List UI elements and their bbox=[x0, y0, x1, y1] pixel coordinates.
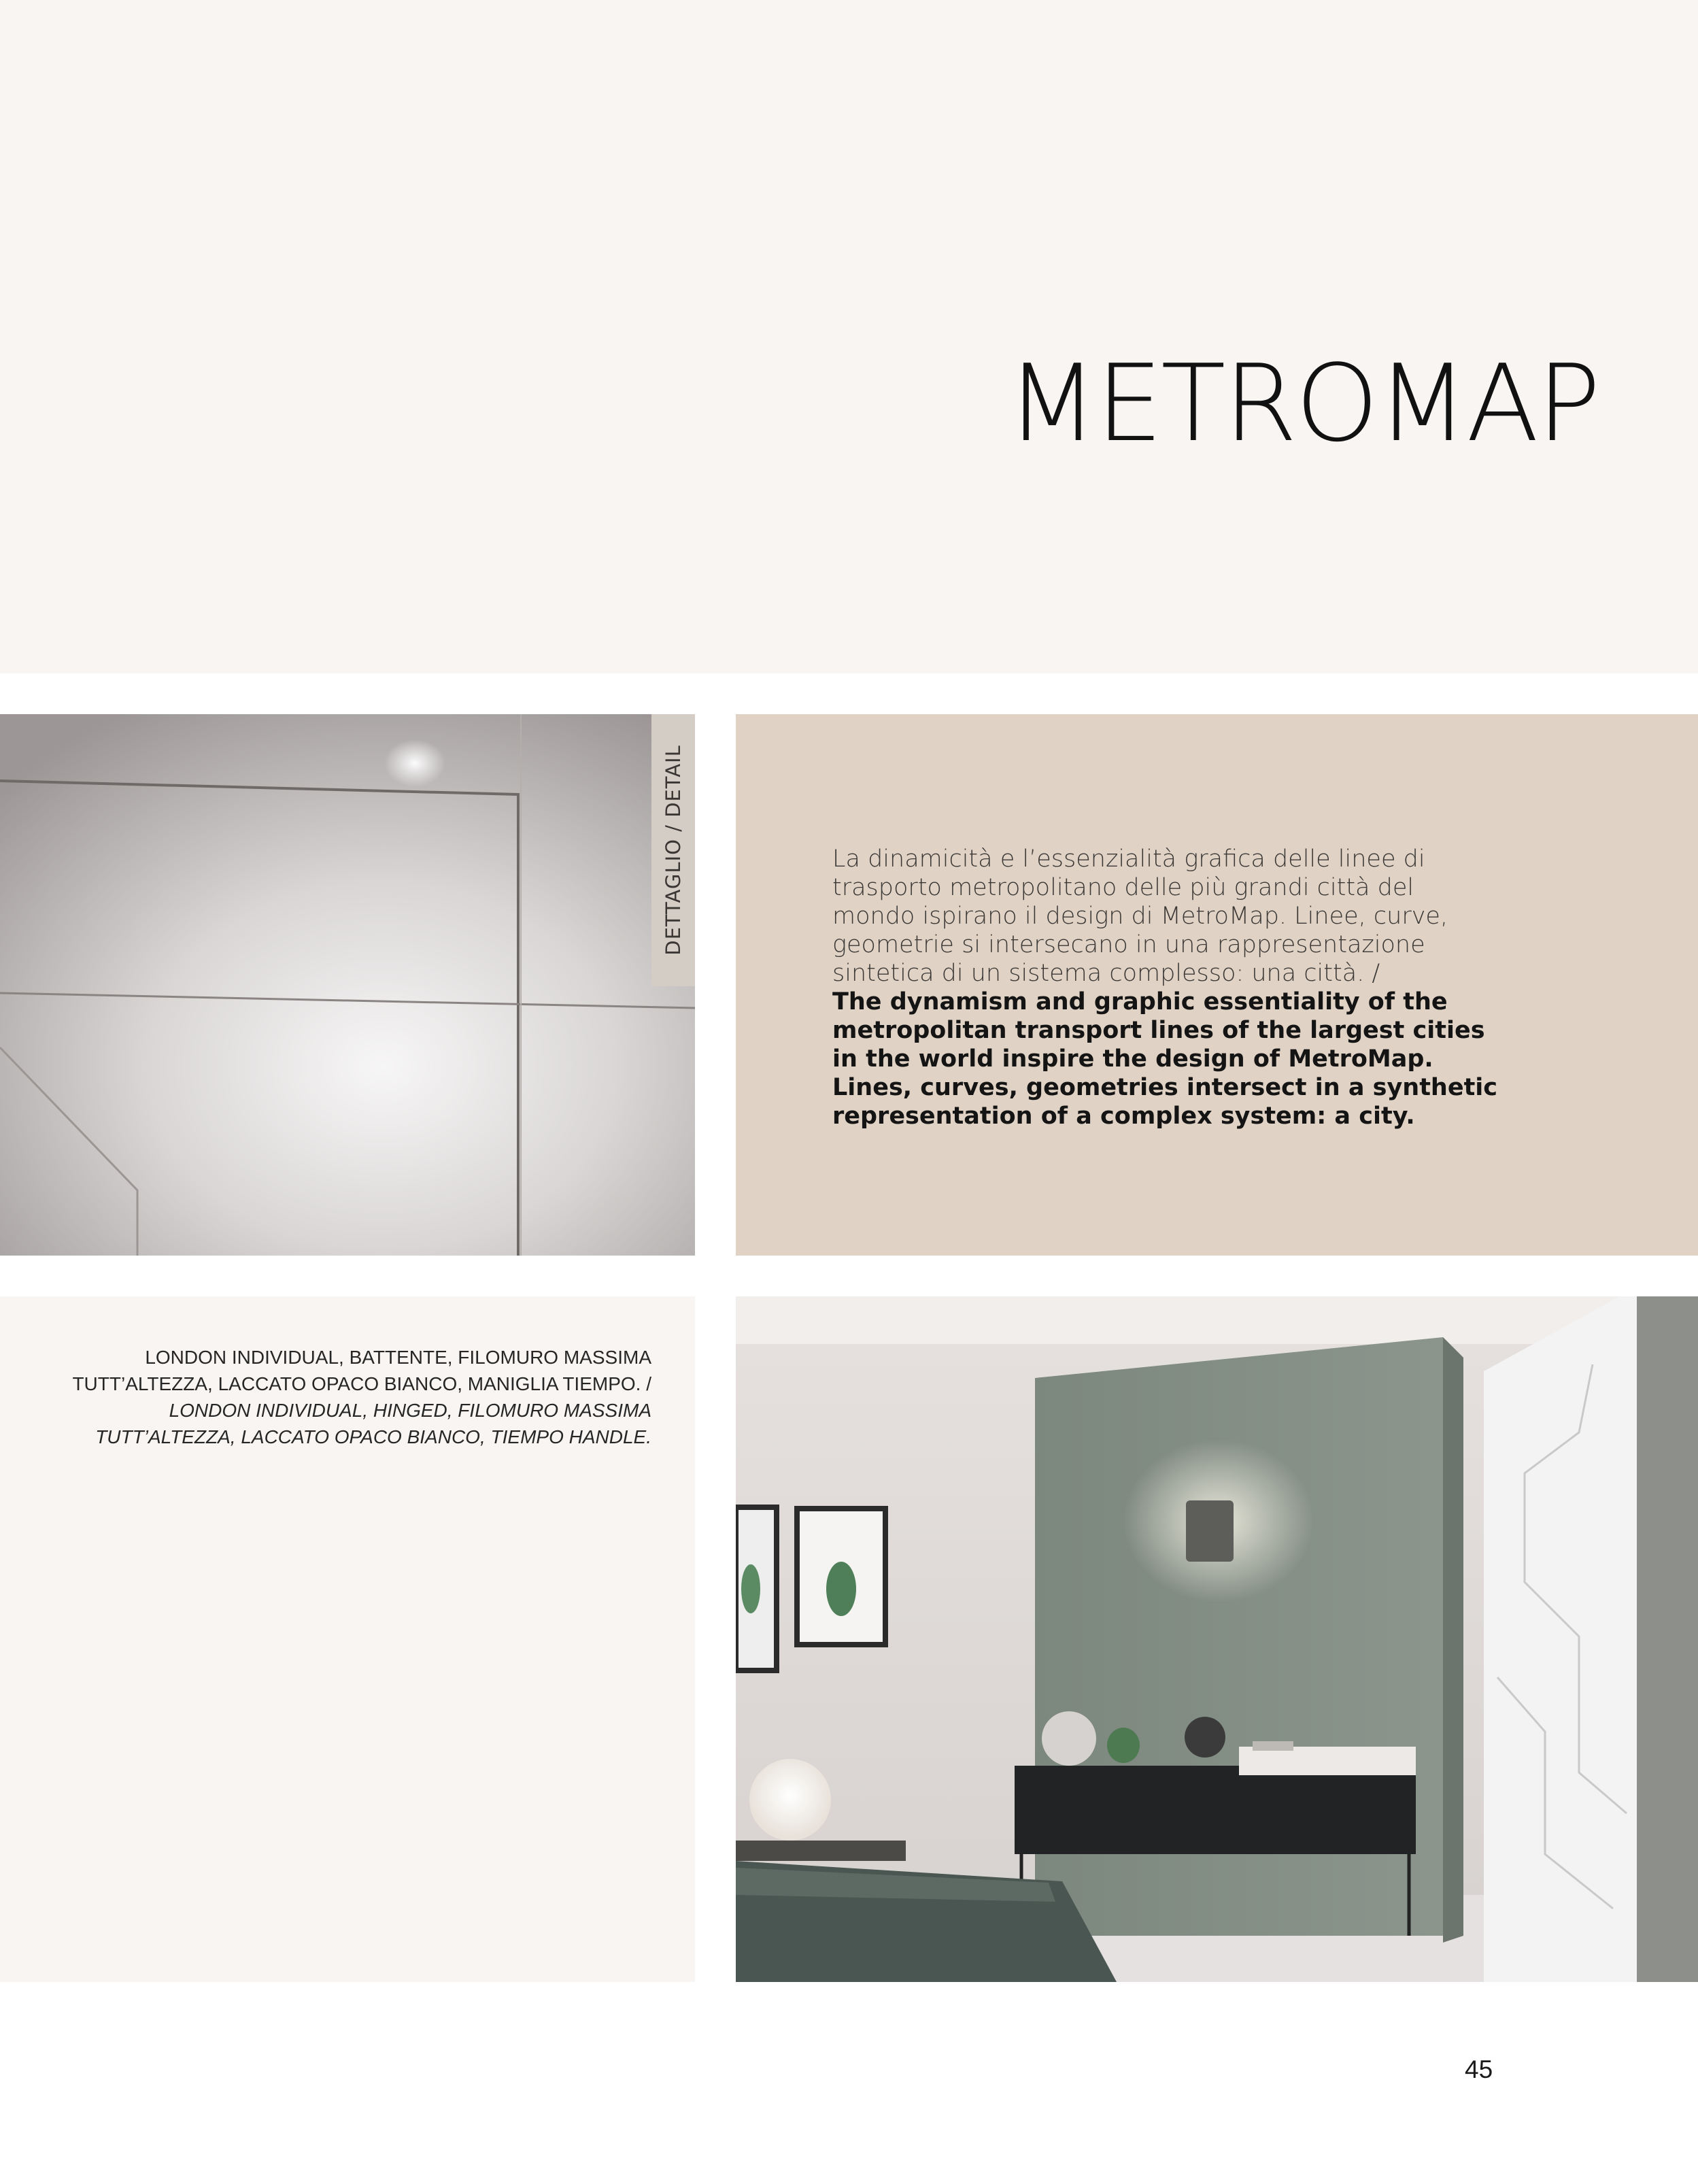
description-panel bbox=[736, 714, 1698, 1256]
description-italian: La dinamicità e l’essenzialità grafica delle linee di trasporto metropolitano delle più grandi città del mondo ispirano il design di MetroMap. Linee, curve, geometrie si intersecano in una rappresentazione sintetica di un sistema complesso: una città. / bbox=[832, 845, 1448, 987]
description-text bbox=[832, 845, 1499, 1130]
bedroom-photo bbox=[736, 1296, 1698, 1982]
page-title: METROMAP bbox=[1006, 341, 1599, 465]
page-number: 45 bbox=[1465, 2055, 1493, 2083]
door-detail-photo bbox=[0, 714, 695, 1256]
caption-italian: LONDON INDIVIDUAL, BATTENTE, FILOMURO MASSIMA TUTT’ALTEZZA, LACCATO OPACO BIANCO, MANIGLIA TIEMPO. / bbox=[72, 1347, 651, 1394]
caption-panel bbox=[0, 1296, 695, 1982]
caption-english: LONDON INDIVIDUAL, HINGED, FILOMURO MASSIMA TUTT’ALTEZZA, LACCATO OPACO BIANCO, TIEMPO HANDLE. bbox=[95, 1400, 651, 1447]
header-band bbox=[0, 0, 1698, 673]
door-detail-illustration bbox=[0, 714, 695, 1256]
detail-label-box bbox=[651, 714, 695, 986]
description-english: The dynamism and graphic essentiality of the metropolitan transport lines of the largest cities in the world inspire the design of MetroMap. Lines, curves, geometries intersect in a synthetic representation of a complex system: a city. bbox=[832, 988, 1498, 1130]
bedroom-illustration bbox=[736, 1296, 1698, 1982]
detail-label: DETTAGLIO / DETAIL bbox=[662, 745, 685, 956]
product-caption bbox=[67, 1344, 651, 1450]
